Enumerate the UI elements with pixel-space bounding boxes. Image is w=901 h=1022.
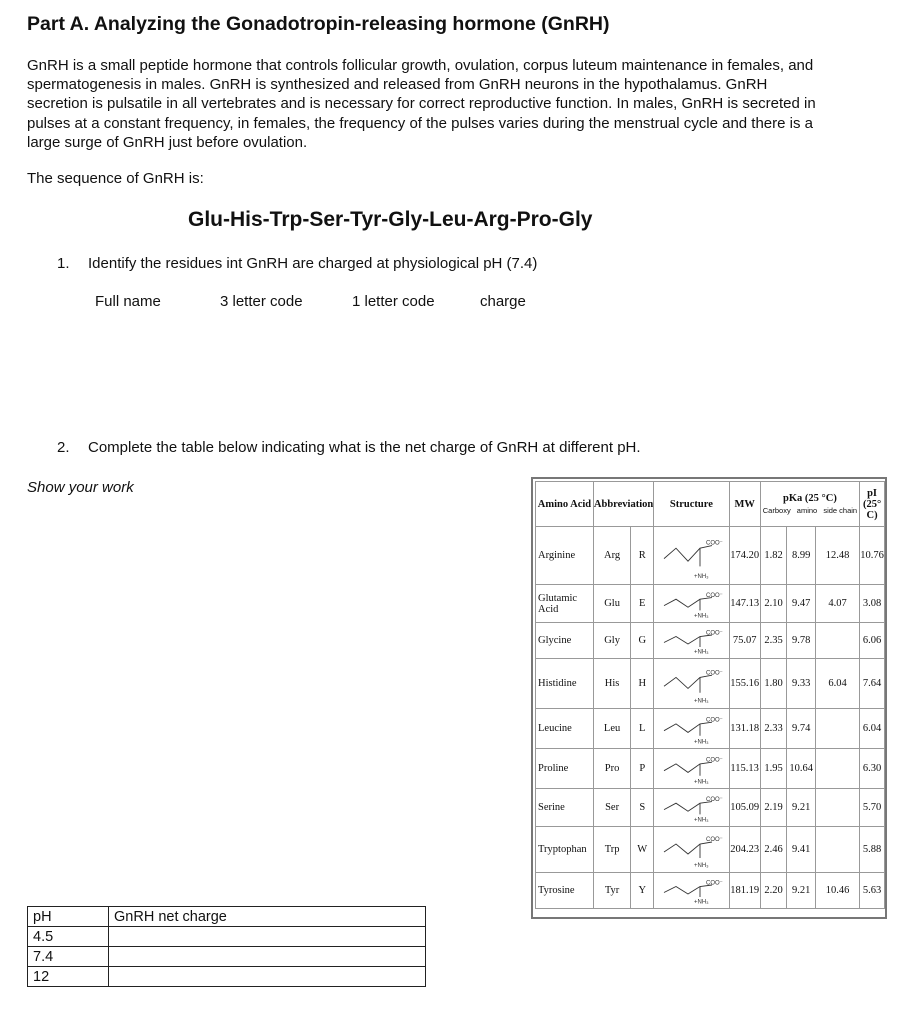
- pka-amino-label: amino: [796, 506, 818, 515]
- pka-carboxy: 2.35: [760, 623, 787, 659]
- amino-acid-name: Glycine: [536, 623, 594, 659]
- pka-carboxy: 1.95: [760, 749, 787, 789]
- column-charge: charge: [480, 293, 526, 310]
- header-net-charge: GnRH net charge: [109, 907, 426, 927]
- pka-side-label: side chain: [823, 506, 858, 515]
- svg-text:COO⁻: COO⁻: [706, 669, 724, 676]
- isoelectric-point: 6.06: [860, 623, 885, 659]
- net-charge-cell[interactable]: [109, 947, 426, 967]
- column-three-letter: 3 letter code: [220, 293, 303, 310]
- pka-carboxy: 2.20: [760, 873, 787, 909]
- pka-carboxy: 1.80: [760, 659, 787, 709]
- pka-side-chain: 12.48: [816, 527, 860, 585]
- molecular-weight: 105.09: [729, 789, 760, 827]
- svg-text:+NH₃: +NH₃: [694, 778, 710, 785]
- structure-cell: [654, 585, 729, 623]
- amino-acid-name: Histidine: [536, 659, 594, 709]
- amino-acid-name: Leucine: [536, 709, 594, 749]
- svg-text:+NH₃: +NH₃: [694, 816, 710, 823]
- three-letter-abbr: Trp: [593, 827, 630, 873]
- pka-carboxy-label: Carboxy: [762, 506, 791, 515]
- question-text: Complete the table below indicating what is the net charge of GnRH at different pH.: [88, 439, 641, 456]
- pka-amino: 9.74: [787, 709, 816, 749]
- net-charge-cell[interactable]: [109, 967, 426, 987]
- structure-cell: [654, 749, 729, 789]
- amino-acid-name: Tryptophan: [536, 827, 594, 873]
- isoelectric-point: 5.63: [860, 873, 885, 909]
- isoelectric-point: 10.76: [860, 527, 885, 585]
- column-one-letter: 1 letter code: [352, 293, 435, 310]
- svg-text:COO⁻: COO⁻: [706, 836, 724, 843]
- three-letter-abbr: His: [593, 659, 630, 709]
- molecular-weight: 174.20: [729, 527, 760, 585]
- intro-paragraph: GnRH is a small peptide hormone that controls follicular growth, ovulation, corpus luteum maintenance in females, and spermatogenesis in males. GnRH is synthesized and released from GnRH neurons in the hypothalamus. GnRH secretion is pulsatile in all vertebrates and is necessary for correct reproductive function. In males, GnRH is secreted in pulses at a constant frequency, in females, the frequency of the pulses varies during the menstrual cycle and there is a large surge of GnRH just before ovulation.: [27, 57, 816, 151]
- molecular-weight: 115.13: [729, 749, 760, 789]
- amino-acid-name: Proline: [536, 749, 594, 789]
- ph-value: 12: [28, 967, 109, 987]
- amino-acid-reference-table: [531, 477, 887, 919]
- one-letter-abbr: L: [631, 709, 654, 749]
- molecular-weight: 75.07: [729, 623, 760, 659]
- header-ph: pH: [28, 907, 109, 927]
- pka-side-chain: [816, 623, 860, 659]
- structure-cell: [654, 659, 729, 709]
- table-header-row: [28, 907, 426, 927]
- one-letter-abbr: S: [631, 789, 654, 827]
- structure-cell: [654, 789, 729, 827]
- question-number: 2.: [57, 439, 70, 456]
- pka-carboxy: 1.82: [760, 527, 787, 585]
- net-charge-cell[interactable]: [109, 927, 426, 947]
- pka-carboxy: 2.33: [760, 709, 787, 749]
- pka-carboxy: 2.46: [760, 827, 787, 873]
- ph-net-charge-table: [27, 906, 426, 987]
- table-row: [28, 967, 426, 987]
- pka-amino: 9.21: [787, 873, 816, 909]
- one-letter-abbr: R: [631, 527, 654, 585]
- three-letter-abbr: Tyr: [593, 873, 630, 909]
- molecule-structure-icon: [656, 876, 726, 906]
- svg-text:COO⁻: COO⁻: [706, 629, 724, 636]
- table-row: [536, 709, 885, 749]
- molecule-structure-icon: [656, 792, 726, 824]
- pka-subheaders: [761, 506, 859, 515]
- question-text: Identify the residues int GnRH are charged at physiological pH (7.4): [88, 255, 538, 272]
- three-letter-abbr: Arg: [593, 527, 630, 585]
- molecule-structure-icon: [656, 752, 726, 786]
- table-row: [536, 585, 885, 623]
- amino-acid-name: Tyrosine: [536, 873, 594, 909]
- structure-cell: [654, 709, 729, 749]
- pka-amino: 10.64: [787, 749, 816, 789]
- isoelectric-point: 5.88: [860, 827, 885, 873]
- table-row: [536, 789, 885, 827]
- three-letter-abbr: Gly: [593, 623, 630, 659]
- three-letter-abbr: Glu: [593, 585, 630, 623]
- three-letter-abbr: Ser: [593, 789, 630, 827]
- svg-text:+NH₃: +NH₃: [694, 738, 710, 745]
- svg-text:COO⁻: COO⁻: [706, 796, 724, 803]
- structure-cell: [654, 527, 729, 585]
- pka-side-chain: 6.04: [816, 659, 860, 709]
- table-header-row: [536, 482, 885, 527]
- structure-cell: [654, 623, 729, 659]
- pka-carboxy: 2.19: [760, 789, 787, 827]
- three-letter-abbr: Leu: [593, 709, 630, 749]
- svg-text:COO⁻: COO⁻: [706, 540, 724, 547]
- header-pi: pI (25° C): [860, 482, 885, 527]
- one-letter-abbr: E: [631, 585, 654, 623]
- molecular-weight: 181.19: [729, 873, 760, 909]
- amino-acid-name: Glutamic Acid: [536, 585, 594, 623]
- isoelectric-point: 6.30: [860, 749, 885, 789]
- header-structure: Structure: [654, 482, 729, 527]
- table-row: [536, 827, 885, 873]
- svg-text:+NH₃: +NH₃: [694, 697, 710, 704]
- svg-text:+NH₃: +NH₃: [694, 573, 710, 580]
- page-title: Part A. Analyzing the Gonadotropin-releasing hormone (GnRH): [27, 13, 610, 35]
- one-letter-abbr: Y: [631, 873, 654, 909]
- pka-carboxy: 2.10: [760, 585, 787, 623]
- svg-text:COO⁻: COO⁻: [706, 717, 724, 724]
- structure-cell: [654, 873, 729, 909]
- sequence-label: The sequence of GnRH is:: [27, 170, 204, 187]
- pka-amino: 9.78: [787, 623, 816, 659]
- table-row: [536, 873, 885, 909]
- amino-acid-name: Arginine: [536, 527, 594, 585]
- header-mw: MW: [729, 482, 760, 527]
- pka-amino: 9.47: [787, 585, 816, 623]
- pka-title: pKa (25 °C): [783, 493, 837, 504]
- isoelectric-point: 5.70: [860, 789, 885, 827]
- pka-side-chain: [816, 709, 860, 749]
- question-number: 1.: [57, 255, 70, 272]
- svg-text:COO⁻: COO⁻: [706, 592, 724, 599]
- isoelectric-point: 3.08: [860, 585, 885, 623]
- molecular-weight: 204.23: [729, 827, 760, 873]
- svg-text:+NH₃: +NH₃: [694, 649, 710, 656]
- molecule-structure-icon: [656, 530, 726, 582]
- header-amino-acid: Amino Acid: [536, 482, 594, 527]
- ph-value: 4.5: [28, 927, 109, 947]
- three-letter-abbr: Pro: [593, 749, 630, 789]
- svg-text:+NH₃: +NH₃: [694, 612, 710, 619]
- one-letter-abbr: W: [631, 827, 654, 873]
- peptide-sequence: Glu-His-Trp-Ser-Tyr-Gly-Leu-Arg-Pro-Gly: [188, 208, 593, 231]
- table-row: [536, 527, 885, 585]
- isoelectric-point: 7.64: [860, 659, 885, 709]
- isoelectric-point: 6.04: [860, 709, 885, 749]
- amino-acid-table: [535, 481, 885, 909]
- structure-cell: [654, 827, 729, 873]
- pka-side-chain: [816, 789, 860, 827]
- molecule-structure-icon: [656, 588, 726, 620]
- molecule-structure-icon: [656, 626, 726, 656]
- molecular-weight: 147.13: [729, 585, 760, 623]
- pka-amino: 9.41: [787, 827, 816, 873]
- svg-text:COO⁻: COO⁻: [706, 879, 724, 886]
- pka-amino: 8.99: [787, 527, 816, 585]
- table-row: [536, 659, 885, 709]
- show-work-label: Show your work: [27, 479, 134, 496]
- pka-side-chain: [816, 749, 860, 789]
- pka-amino: 9.33: [787, 659, 816, 709]
- one-letter-abbr: H: [631, 659, 654, 709]
- svg-text:+NH₃: +NH₃: [694, 899, 710, 906]
- one-letter-abbr: P: [631, 749, 654, 789]
- molecule-structure-icon: [656, 662, 726, 706]
- table-row: [536, 623, 885, 659]
- molecular-weight: 131.18: [729, 709, 760, 749]
- pka-side-chain: 10.46: [816, 873, 860, 909]
- ph-value: 7.4: [28, 947, 109, 967]
- pka-side-chain: 4.07: [816, 585, 860, 623]
- pka-side-chain: [816, 827, 860, 873]
- header-pka: [760, 482, 859, 527]
- svg-text:COO⁻: COO⁻: [706, 757, 724, 764]
- table-row: [28, 947, 426, 967]
- amino-acid-name: Serine: [536, 789, 594, 827]
- one-letter-abbr: G: [631, 623, 654, 659]
- molecule-structure-icon: [656, 830, 726, 870]
- column-full-name: Full name: [95, 293, 161, 310]
- svg-text:+NH₃: +NH₃: [694, 862, 710, 869]
- molecule-structure-icon: [656, 712, 726, 746]
- table-row: [28, 927, 426, 947]
- table-row: [536, 749, 885, 789]
- header-abbreviation: Abbreviation: [593, 482, 653, 527]
- molecular-weight: 155.16: [729, 659, 760, 709]
- pka-amino: 9.21: [787, 789, 816, 827]
